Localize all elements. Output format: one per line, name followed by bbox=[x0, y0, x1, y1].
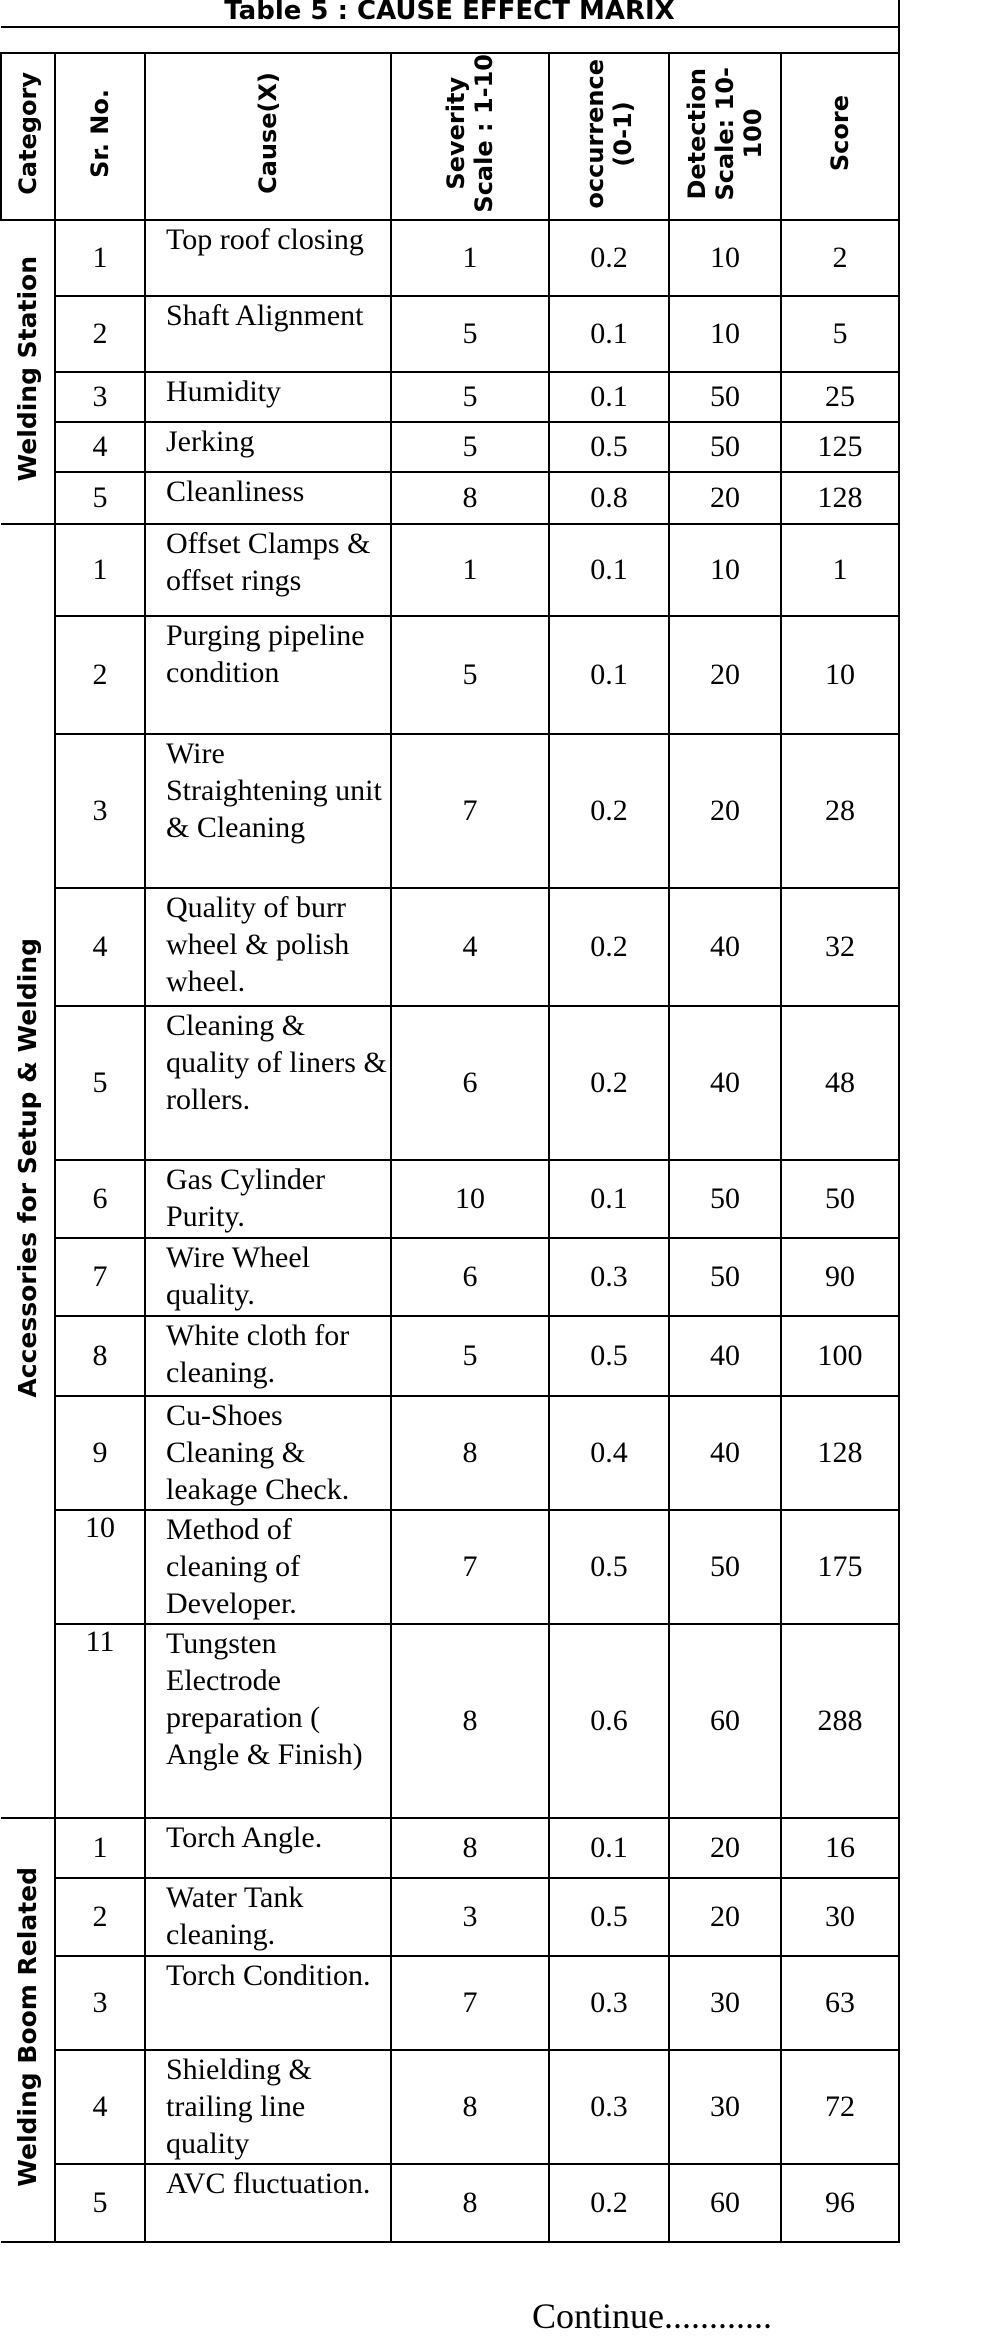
score-cell: 288 bbox=[781, 1624, 899, 1818]
severity-cell: 8 bbox=[391, 1624, 549, 1818]
score-cell: 30 bbox=[781, 1878, 899, 1956]
sr-no-cell: 3 bbox=[55, 1956, 145, 2050]
score-cell: 125 bbox=[781, 422, 899, 472]
score-cell: 128 bbox=[781, 1396, 899, 1510]
occurrence-cell: 0.5 bbox=[549, 1878, 669, 1956]
occurrence-cell: 0.2 bbox=[549, 734, 669, 888]
score-cell: 96 bbox=[781, 2164, 899, 2242]
detection-cell: 20 bbox=[669, 616, 781, 734]
header-cause: Cause(X) bbox=[145, 53, 391, 220]
occurrence-cell: 0.2 bbox=[549, 1006, 669, 1160]
score-cell: 90 bbox=[781, 1238, 899, 1316]
table-row bbox=[1, 734, 899, 888]
score-cell: 72 bbox=[781, 2050, 899, 2164]
sr-no-cell: 11 bbox=[55, 1624, 145, 1818]
cause-cell: Torch Angle. bbox=[145, 1818, 391, 1878]
category-label: Welding Station bbox=[12, 256, 42, 482]
detection-cell: 10 bbox=[669, 220, 781, 296]
occurrence-cell: 0.1 bbox=[549, 616, 669, 734]
score-cell: 175 bbox=[781, 1510, 899, 1624]
table-row bbox=[1, 1006, 899, 1160]
category-cell bbox=[1, 1818, 55, 2242]
sr-no-cell: 1 bbox=[55, 1818, 145, 1878]
occurrence-cell: 0.1 bbox=[549, 372, 669, 422]
severity-cell: 5 bbox=[391, 422, 549, 472]
table-row bbox=[1, 524, 899, 616]
score-cell: 63 bbox=[781, 1956, 899, 2050]
table-row bbox=[1, 2050, 899, 2164]
severity-cell: 8 bbox=[391, 2164, 549, 2242]
occurrence-cell: 0.1 bbox=[549, 524, 669, 616]
score-cell: 1 bbox=[781, 524, 899, 616]
header-severity: Severity Scale : 1-10 bbox=[391, 53, 549, 220]
sr-no-cell: 3 bbox=[55, 734, 145, 888]
header-detection: Detection Scale: 10- 100 bbox=[669, 53, 781, 220]
severity-cell: 5 bbox=[391, 372, 549, 422]
detection-cell: 10 bbox=[669, 296, 781, 372]
table-row bbox=[1, 1160, 899, 1238]
sr-no-cell: 2 bbox=[55, 616, 145, 734]
detection-cell: 50 bbox=[669, 372, 781, 422]
detection-cell: 50 bbox=[669, 1510, 781, 1624]
severity-cell: 5 bbox=[391, 296, 549, 372]
table-title: Table 5 : CAUSE EFFECT MARIX bbox=[1, 0, 899, 27]
cause-cell: White cloth for cleaning. bbox=[145, 1316, 391, 1396]
sr-no-cell: 1 bbox=[55, 220, 145, 296]
score-cell: 128 bbox=[781, 472, 899, 524]
score-cell: 2 bbox=[781, 220, 899, 296]
detection-cell: 20 bbox=[669, 734, 781, 888]
table-row bbox=[1, 220, 899, 296]
table-row bbox=[1, 422, 899, 472]
detection-cell: 30 bbox=[669, 1956, 781, 2050]
detection-cell: 40 bbox=[669, 1316, 781, 1396]
occurrence-cell: 0.1 bbox=[549, 296, 669, 372]
detection-cell: 30 bbox=[669, 2050, 781, 2164]
detection-cell: 60 bbox=[669, 2164, 781, 2242]
occurrence-cell: 0.2 bbox=[549, 888, 669, 1006]
severity-cell: 10 bbox=[391, 1160, 549, 1238]
sr-no-cell: 9 bbox=[55, 1396, 145, 1510]
detection-cell: 20 bbox=[669, 1818, 781, 1878]
severity-cell: 8 bbox=[391, 472, 549, 524]
score-cell: 100 bbox=[781, 1316, 899, 1396]
detection-cell: 50 bbox=[669, 1238, 781, 1316]
detection-cell: 40 bbox=[669, 1006, 781, 1160]
occurrence-cell: 0.4 bbox=[549, 1396, 669, 1510]
severity-cell: 4 bbox=[391, 888, 549, 1006]
header-row bbox=[1, 53, 899, 220]
detection-cell: 20 bbox=[669, 1878, 781, 1956]
cause-cell: Quality of burr wheel & polish wheel. bbox=[145, 888, 391, 1006]
cause-cell: Cu-Shoes Cleaning & leakage Check. bbox=[145, 1396, 391, 1510]
category-cell bbox=[1, 524, 55, 1818]
occurrence-cell: 0.3 bbox=[549, 1238, 669, 1316]
category-label: Welding Boom Related bbox=[12, 1867, 42, 2187]
cause-cell: Torch Condition. bbox=[145, 1956, 391, 2050]
cause-cell: AVC fluctuation. bbox=[145, 2164, 391, 2242]
table-row bbox=[1, 1238, 899, 1316]
table-row bbox=[1, 1956, 899, 2050]
occurrence-cell: 0.5 bbox=[549, 1316, 669, 1396]
detection-cell: 60 bbox=[669, 1624, 781, 1818]
severity-cell: 6 bbox=[391, 1238, 549, 1316]
severity-cell: 3 bbox=[391, 1878, 549, 1956]
table-row bbox=[1, 1316, 899, 1396]
score-cell: 5 bbox=[781, 296, 899, 372]
category-cell bbox=[1, 220, 55, 524]
severity-cell: 5 bbox=[391, 616, 549, 734]
sr-no-cell: 3 bbox=[55, 372, 145, 422]
table-row bbox=[1, 1878, 899, 1956]
occurrence-cell: 0.3 bbox=[549, 2050, 669, 2164]
severity-cell: 7 bbox=[391, 1510, 549, 1624]
occurrence-cell: 0.3 bbox=[549, 1956, 669, 2050]
table-row bbox=[1, 1818, 899, 1878]
occurrence-cell: 0.1 bbox=[549, 1160, 669, 1238]
detection-cell: 50 bbox=[669, 422, 781, 472]
cause-cell: Humidity bbox=[145, 372, 391, 422]
continue-note: Continue............ bbox=[532, 2296, 772, 2336]
score-cell: 48 bbox=[781, 1006, 899, 1160]
sr-no-cell: 7 bbox=[55, 1238, 145, 1316]
cause-cell: Top roof closing bbox=[145, 220, 391, 296]
sr-no-cell: 2 bbox=[55, 296, 145, 372]
table-row bbox=[1, 1396, 899, 1510]
sr-no-cell: 6 bbox=[55, 1160, 145, 1238]
detection-cell: 50 bbox=[669, 1160, 781, 1238]
sr-no-cell: 2 bbox=[55, 1878, 145, 1956]
table-row bbox=[1, 296, 899, 372]
occurrence-cell: 0.8 bbox=[549, 472, 669, 524]
table-row bbox=[1, 888, 899, 1006]
severity-cell: 8 bbox=[391, 1396, 549, 1510]
severity-cell: 5 bbox=[391, 1316, 549, 1396]
sr-no-cell: 4 bbox=[55, 422, 145, 472]
cause-cell: Shaft Alignment bbox=[145, 296, 391, 372]
table-row bbox=[1, 1510, 899, 1624]
detection-cell: 40 bbox=[669, 888, 781, 1006]
cause-cell: Jerking bbox=[145, 422, 391, 472]
severity-cell: 1 bbox=[391, 524, 549, 616]
sr-no-cell: 5 bbox=[55, 472, 145, 524]
sr-no-cell: 1 bbox=[55, 524, 145, 616]
table-row bbox=[1, 1624, 899, 1818]
cause-cell: Wire Wheel quality. bbox=[145, 1238, 391, 1316]
cause-cell: Shielding & trailing line quality bbox=[145, 2050, 391, 2164]
header-occurrence: occurrence (0-1) bbox=[549, 53, 669, 220]
cause-cell: Cleanliness bbox=[145, 472, 391, 524]
occurrence-cell: 0.5 bbox=[549, 422, 669, 472]
header-sr-no: Sr. No. bbox=[55, 53, 145, 220]
sr-no-cell: 10 bbox=[55, 1510, 145, 1624]
occurrence-cell: 0.1 bbox=[549, 1818, 669, 1878]
severity-cell: 7 bbox=[391, 734, 549, 888]
table-row bbox=[1, 472, 899, 524]
score-cell: 25 bbox=[781, 372, 899, 422]
cause-cell: Offset Clamps & offset rings bbox=[145, 524, 391, 616]
detection-cell: 10 bbox=[669, 524, 781, 616]
occurrence-cell: 0.2 bbox=[549, 220, 669, 296]
table-row bbox=[1, 2164, 899, 2242]
sr-no-cell: 4 bbox=[55, 2050, 145, 2164]
severity-cell: 8 bbox=[391, 1818, 549, 1878]
header-score: Score bbox=[781, 53, 899, 220]
severity-cell: 8 bbox=[391, 2050, 549, 2164]
score-cell: 50 bbox=[781, 1160, 899, 1238]
cause-cell: Gas Cylinder Purity. bbox=[145, 1160, 391, 1238]
table-row bbox=[1, 372, 899, 422]
sr-no-cell: 8 bbox=[55, 1316, 145, 1396]
cause-cell: Wire Straightening unit & Cleaning bbox=[145, 734, 391, 888]
cause-cell: Water Tank cleaning. bbox=[145, 1878, 391, 1956]
occurrence-cell: 0.6 bbox=[549, 1624, 669, 1818]
severity-cell: 1 bbox=[391, 220, 549, 296]
detection-cell: 40 bbox=[669, 1396, 781, 1510]
cause-cell: Cleaning & quality of liners & rollers. bbox=[145, 1006, 391, 1160]
header-category: Category bbox=[1, 53, 55, 220]
score-cell: 10 bbox=[781, 616, 899, 734]
cause-cell: Purging pipeline condition bbox=[145, 616, 391, 734]
occurrence-cell: 0.5 bbox=[549, 1510, 669, 1624]
detection-cell: 20 bbox=[669, 472, 781, 524]
score-cell: 16 bbox=[781, 1818, 899, 1878]
cause-cell: Method of cleaning of Developer. bbox=[145, 1510, 391, 1624]
sr-no-cell: 5 bbox=[55, 2164, 145, 2242]
score-cell: 32 bbox=[781, 888, 899, 1006]
table-row bbox=[1, 616, 899, 734]
sr-no-cell: 5 bbox=[55, 1006, 145, 1160]
cause-cell: Tungsten Electrode preparation ( Angle & Finish) bbox=[145, 1624, 391, 1818]
occurrence-cell: 0.2 bbox=[549, 2164, 669, 2242]
severity-cell: 6 bbox=[391, 1006, 549, 1160]
spacer-row bbox=[1, 27, 899, 53]
score-cell: 28 bbox=[781, 734, 899, 888]
severity-cell: 7 bbox=[391, 1956, 549, 2050]
category-label: Accessories for Setup & Welding bbox=[12, 938, 42, 1398]
sr-no-cell: 4 bbox=[55, 888, 145, 1006]
